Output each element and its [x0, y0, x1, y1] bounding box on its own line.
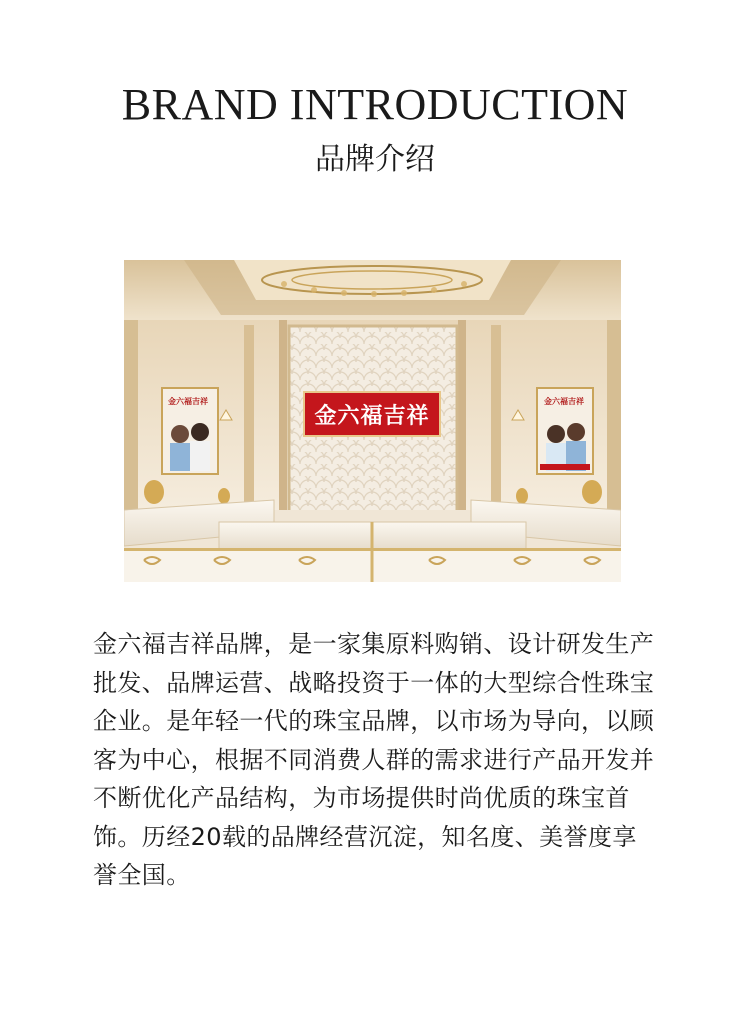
right-poster-label: 金六福吉祥: [544, 397, 584, 406]
store-interior-photo: [124, 260, 621, 582]
page-title-chinese: 品牌介绍: [315, 142, 435, 177]
left-poster-label: 金六福吉祥: [168, 397, 208, 406]
brand-sign-text: 金六福吉祥: [314, 403, 430, 429]
brand-description: 金六福吉祥品牌，是一家集原料购销、设计研发生产批发、品牌运营、战略投资于一体的大型综合性珠宝企业。是年轻一代的珠宝品牌，以市场为导向，以顾客为中心，根据不同消费人群的需求进行产品开发并不断优化产品结构，为市场提供时尚优质的珠宝首饰。历经20载的品牌经营沉淀，知名度、美誉度享誉全国。: [93, 630, 655, 889]
page-title-english: BRAND INTRODUCTION: [121, 80, 629, 129]
